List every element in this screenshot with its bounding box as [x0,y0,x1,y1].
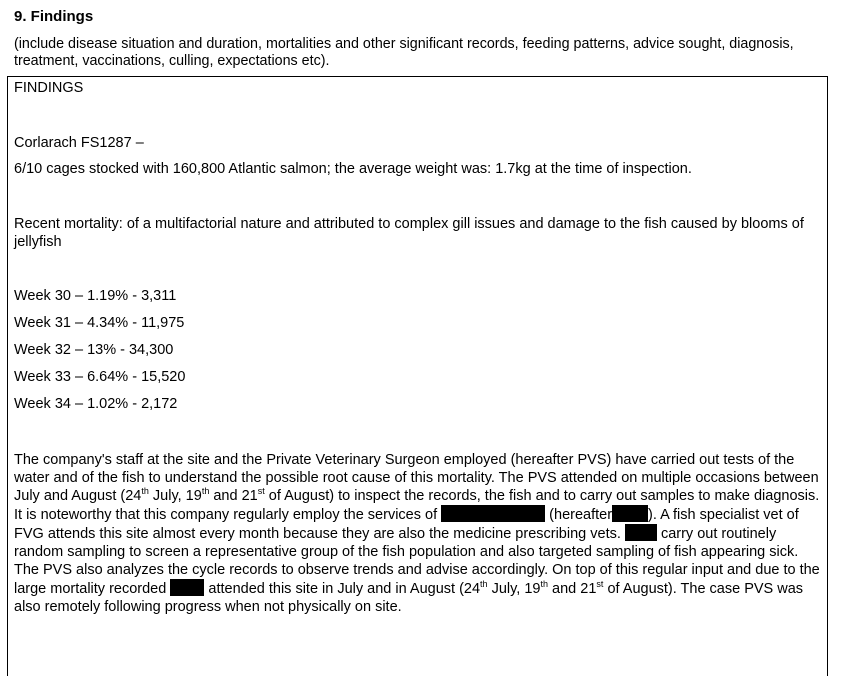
para-text: and 21 [548,581,597,597]
week-row: Week 33 – 6.64% - 15,520 [14,369,186,385]
investigation-paragraph [14,451,826,616]
para-text: attended this site in July and in August (24 [204,581,481,597]
ordinal: th [201,486,210,497]
recent-mortality: Recent mortality: of a multifactorial nature and attributed to complex gill issues and damage to the fish caused by blooms of jellyfish [14,216,804,250]
week-row: Week 32 – 13% - 34,300 [14,342,174,358]
para-text: ). A fish specialist vet of FVG attends this site almost every month because they are also the medicine prescribing vets. [14,507,799,542]
ordinal: st [257,486,265,497]
para-text: of August). The case PVS was also remotely following progress when not physically on site. [14,581,804,615]
para-text: and 21 [209,488,258,504]
ordinal: th [480,579,488,590]
redaction-block [612,505,648,522]
para-text: July, 19 [148,488,202,504]
para-text: July, 19 [487,581,541,597]
redaction-block [625,524,657,541]
week-row: Week 34 – 1.02% - 2,172 [14,396,178,412]
para-text: of August) to inspect the records, the fish and to carry out samples to make diagnosis. It is noteworthy that this company regularly employ the services of [14,488,820,523]
week-row: Week 30 – 1.19% - 3,311 [14,288,177,304]
section-instructions: (include disease situation and duration, mortalities and other significant records, feeding patterns, advice sought, diagnosis, treatment, vaccinations, culling, expectations etc). [14,36,794,69]
site-line: Corlarach FS1287 – [14,135,144,151]
para-text: (hereafter [549,507,613,523]
ordinal: th [141,486,149,497]
findings-label: FINDINGS [14,80,84,96]
section-title: 9. Findings [14,8,94,25]
para-text: carry out routinely random sampling to screen a representative group of the fish population and also targeted sampling of fish appearing sick. The PVS also analyzes the cycle records to observe trends and advise accordingly. On top of this regular input and due to the large mortality recorded [14,526,820,597]
para-text: The company's staff at the site and the Private Veterinary Surgeon employed (hereafter PVS) have carried out tests of the water and of the fish to understand the possible root cause of this mortality. The PVS attended on multiple occasions between July and August (24 [14,452,819,504]
week-row: Week 31 – 4.34% - 11,975 [14,315,185,331]
ordinal: th [540,579,549,590]
redaction-block [441,505,545,522]
ordinal: st [596,579,604,590]
stocking-line: 6/10 cages stocked with 160,800 Atlantic salmon; the average weight was: 1.7kg at the time of inspection. [14,161,692,177]
redaction-block [170,579,204,596]
